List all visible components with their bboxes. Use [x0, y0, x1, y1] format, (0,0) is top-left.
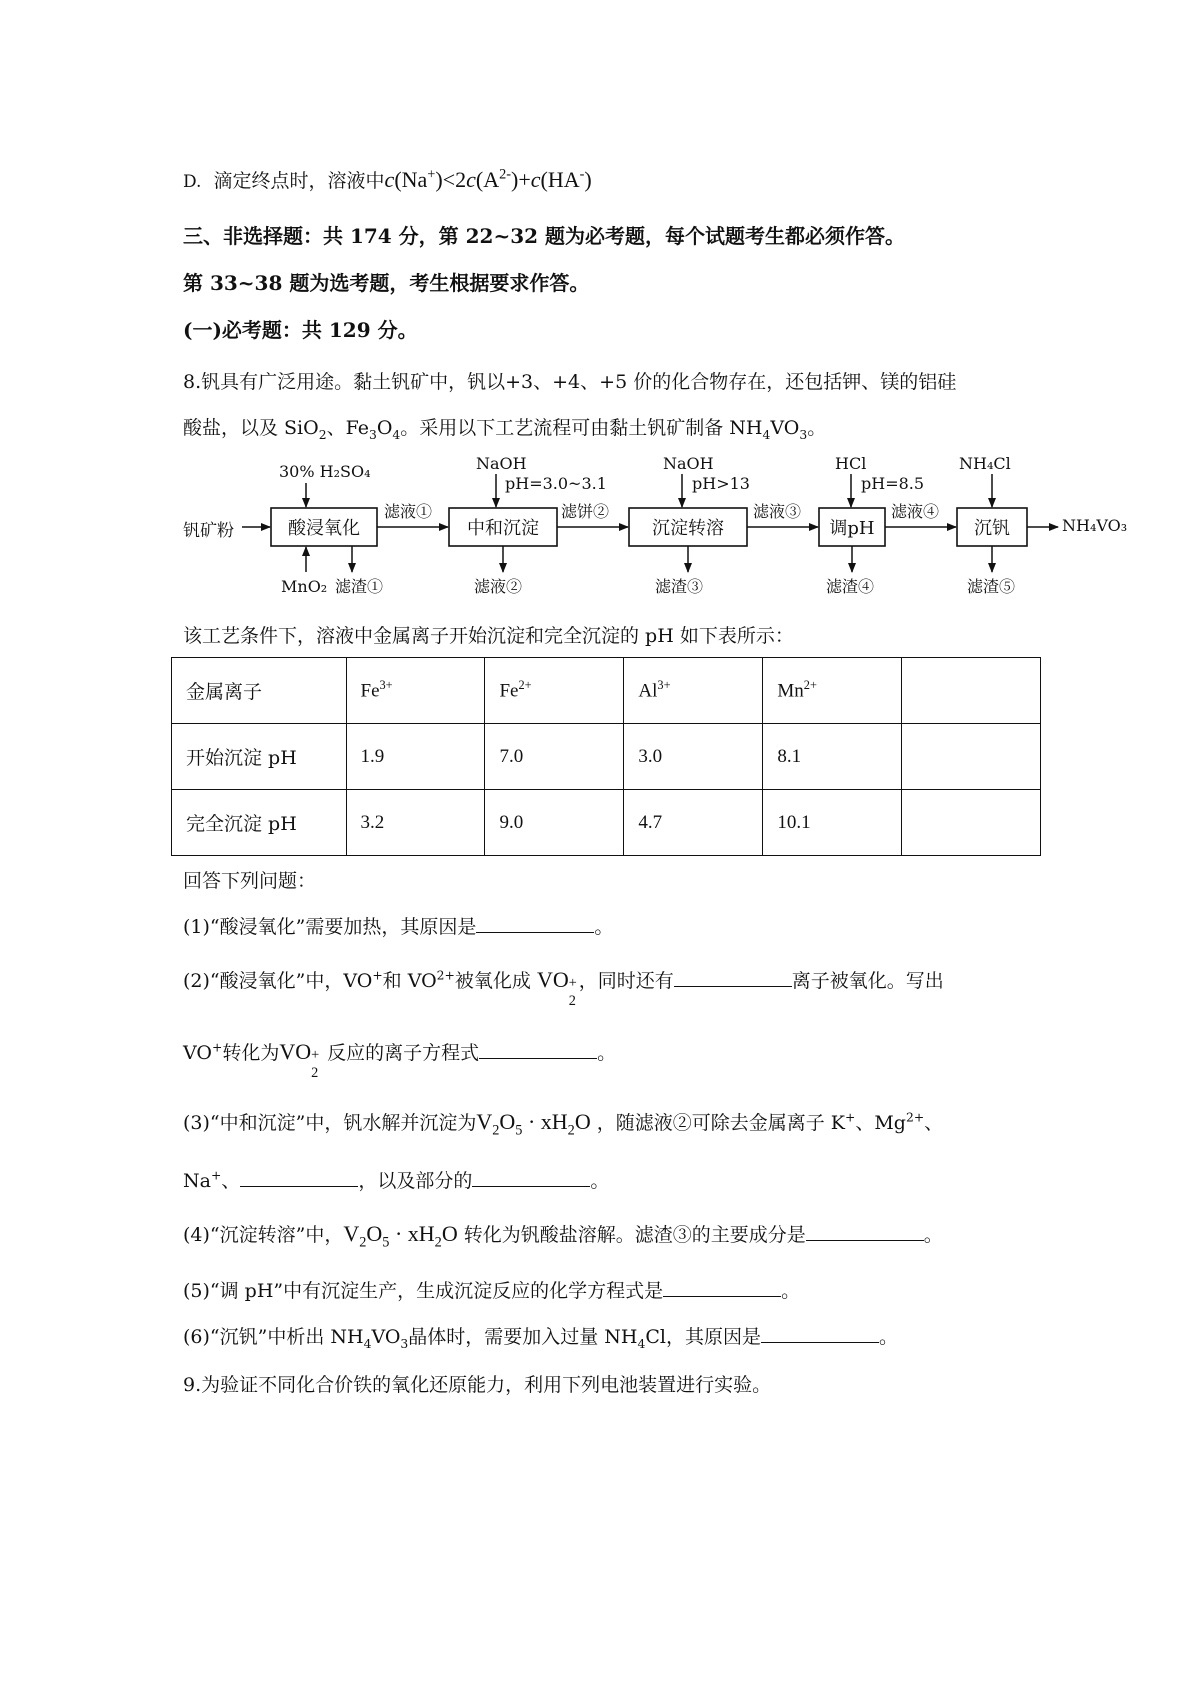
- formula-na-charge: +: [427, 166, 436, 183]
- charge: +: [845, 1110, 856, 1125]
- table-cell: 1.9: [346, 724, 485, 790]
- formula-v2o5: [476, 1109, 591, 1139]
- table-cell: 9.0: [485, 790, 624, 856]
- text: 反应的离子方程式: [327, 1042, 480, 1064]
- option-formula: $c(Na^+)<2c(A^{2-})+c(HA^-)$: [384, 166, 592, 192]
- charge: 2+: [436, 968, 455, 983]
- answer-blank[interactable]: [806, 1222, 924, 1241]
- table-cell: [902, 658, 1041, 724]
- formula-ha-charge: -: [579, 166, 585, 183]
- subscript: 2: [434, 1234, 442, 1251]
- flow-between-3: 滤液③: [753, 502, 802, 521]
- formula-a: A: [483, 167, 500, 192]
- ion-charge: 3+: [657, 678, 671, 693]
- text: 和 VO: [382, 970, 437, 992]
- flow-reagent-1: 30% H₂SO₄: [279, 462, 371, 481]
- text: 。: [923, 1224, 943, 1246]
- text: 。: [781, 1280, 801, 1302]
- formula-vo2-plus: [536, 967, 579, 1009]
- formula-symbol: O: [574, 1109, 591, 1134]
- text: ，随滤液②可除去金属离子 K: [596, 1112, 845, 1134]
- table-cell: [624, 658, 763, 724]
- table-row: [172, 724, 1041, 790]
- formula-op: )<2: [435, 167, 467, 192]
- subscript: 3: [400, 1336, 409, 1351]
- subscript: 3: [368, 427, 377, 442]
- flow-bottom-filtrate-2: 滤液②: [474, 577, 523, 596]
- text: VO: [371, 1326, 401, 1348]
- ion-ph-table: [171, 657, 1041, 856]
- q8-intro-line2: [183, 413, 826, 442]
- subscript: 2: [359, 1234, 367, 1251]
- flow-bottom-residue-1: 滤渣①: [335, 577, 384, 596]
- charge: 2+: [905, 1110, 925, 1125]
- flow-between-1: 滤液①: [384, 502, 433, 521]
- table-intro: 该工艺条件下，溶液中金属离子开始沉淀和完全沉淀的 pH 如下表所示：: [183, 625, 794, 647]
- formula-op: ): [584, 167, 592, 192]
- ion: Al: [638, 680, 658, 702]
- section-heading-1: 三、非选择题：共 174 分，第 22~32 题为必考题，每个试题考生都必须作答。: [183, 224, 906, 248]
- subscript: 2: [318, 427, 327, 442]
- table-cell: [763, 658, 902, 724]
- formula-ha: HA: [547, 167, 580, 192]
- flow-condition-2: pH>13: [692, 474, 750, 493]
- subscript: 4: [392, 427, 401, 442]
- formula-op: )+: [511, 167, 531, 192]
- flow-reagent-4: HCl: [835, 454, 867, 473]
- section-heading-3: (一)必考题：共 129 分。: [183, 318, 418, 342]
- table-row: [172, 658, 1041, 724]
- table-cell: 4.7: [624, 790, 763, 856]
- text: 。: [594, 916, 614, 938]
- answer-blank[interactable]: [674, 968, 792, 987]
- formula-symbol: · xH: [522, 1109, 568, 1134]
- subscript: 4: [762, 427, 771, 442]
- charge: +: [210, 1168, 222, 1183]
- text: (2)“酸浸氧化”中，VO: [183, 970, 373, 992]
- formula-symbol: · xH: [389, 1221, 435, 1246]
- text: (3)“中和沉淀”中，钒水解并沉淀为: [183, 1112, 477, 1134]
- table-cell: 7.0: [485, 724, 624, 790]
- formula-c: c: [530, 167, 541, 192]
- flow-end: NH₄VO₃: [1062, 516, 1128, 535]
- answer-blank[interactable]: [476, 914, 594, 933]
- flow-between-4: 滤液④: [891, 502, 940, 521]
- subscript: 2: [492, 1122, 500, 1139]
- table-cell: [902, 790, 1041, 856]
- subscript: 5: [515, 1122, 523, 1139]
- formula-a-charge: 2-: [499, 166, 512, 183]
- flow-box-4-label: 调pH: [829, 518, 875, 539]
- table-cell: 8.1: [763, 724, 902, 790]
- answer-blank[interactable]: [663, 1278, 781, 1297]
- flow-box-1-label: 酸浸氧化: [288, 518, 360, 539]
- charge: +: [311, 1047, 320, 1063]
- flow-bottom-residue-5: 滤渣⑤: [967, 577, 1016, 596]
- subscript: 4: [363, 1336, 372, 1351]
- text: 转化为: [222, 1042, 280, 1064]
- flow-reagent-2: NaOH: [476, 454, 527, 473]
- charge: +: [568, 975, 577, 991]
- ion-charge: 2+: [518, 678, 532, 693]
- q8-part-6: [183, 1322, 898, 1351]
- subscript: 2: [311, 1065, 319, 1081]
- text: 。: [597, 1042, 617, 1064]
- text: 、Fe: [326, 417, 369, 439]
- subscript: 2: [567, 1122, 575, 1139]
- process-flow-diagram: [0, 450, 1200, 600]
- flow-start: 钒矿粉: [183, 521, 234, 541]
- flow-box-5-label: 沉钒: [974, 518, 1010, 539]
- text: 。: [807, 417, 827, 439]
- ion: Fe: [499, 680, 519, 702]
- charge: +: [372, 968, 383, 983]
- q8-part-4: [183, 1220, 943, 1251]
- section-heading-2: 第 33~38 题为选考题，考生根据要求作答。: [183, 271, 590, 295]
- q8-part-3b: [183, 1166, 609, 1193]
- flow-box-3-label: 沉淀转溶: [652, 518, 724, 539]
- text: ，以及部分的: [358, 1170, 473, 1192]
- formula-symbol: O: [499, 1109, 516, 1134]
- text: Cl，其原因是: [645, 1326, 761, 1348]
- table-cell: [485, 658, 624, 724]
- option-text: 滴定终点时，溶液中: [213, 170, 385, 192]
- table-cell: 开始沉淀 pH: [172, 724, 347, 790]
- q8-intro-line1: 8.钒具有广泛用途。黏土钒矿中，钒以+3、+4、+5 价的化合物存在，还包括钾、镁的铝硅: [183, 371, 957, 393]
- answer-blank[interactable]: [240, 1168, 358, 1187]
- option-d: [183, 166, 592, 193]
- text: VO: [770, 417, 800, 439]
- ion-charge: 3+: [379, 678, 393, 693]
- q8-part-3: [183, 1108, 943, 1139]
- table-cell: 金属离子: [172, 658, 347, 724]
- subscript: 4: [637, 1336, 646, 1351]
- ion: Fe: [360, 680, 380, 702]
- q8-part-2: [183, 966, 944, 1009]
- formula-symbol: VO: [536, 967, 569, 992]
- text: 酸盐，以及 SiO: [183, 417, 319, 439]
- formula-c: c: [466, 167, 476, 192]
- text: 。采用以下工艺流程可由黏土钒矿制备 NH: [400, 417, 763, 439]
- q9-intro: 9.为验证不同化合价铁的氧化还原能力，利用下列电池装置进行实验。: [183, 1374, 772, 1396]
- formula-na: Na: [401, 167, 428, 192]
- text: 转化为钒酸盐溶解。滤渣③的主要成分是: [463, 1224, 806, 1246]
- formula-symbol: V: [476, 1109, 493, 1134]
- flow-reagent-5: NH₄Cl: [959, 454, 1011, 473]
- table-cell: 3.0: [624, 724, 763, 790]
- q8-part-5: [183, 1276, 800, 1303]
- answer-blank[interactable]: [472, 1168, 590, 1187]
- text: 、: [924, 1112, 944, 1134]
- text: (4)“沉淀转溶”中，: [183, 1224, 344, 1246]
- text: ，同时还有: [578, 970, 674, 992]
- ion-charge: 2+: [803, 678, 817, 693]
- formula-v2o5: [343, 1221, 458, 1251]
- text: (6)“沉钒”中析出 NH: [183, 1326, 364, 1348]
- flow-condition-3: pH=8.5: [861, 474, 925, 493]
- option-label: D.: [183, 172, 202, 192]
- charge: +: [211, 1040, 223, 1055]
- formula-symbol: VO: [279, 1039, 312, 1064]
- text: (1)“酸浸氧化”需要加热，其原因是: [183, 916, 477, 938]
- answer-intro: 回答下列问题：: [183, 870, 317, 892]
- text: (5)“调 pH”中有沉淀生产，生成沉淀反应的化学方程式是: [183, 1280, 664, 1302]
- subscript: 3: [799, 427, 808, 442]
- ion: Mn: [777, 680, 804, 702]
- flow-bottom-residue-4: 滤渣④: [826, 577, 875, 596]
- flow-bottom-mno2: MnO₂: [281, 577, 328, 596]
- subscript: 5: [382, 1234, 390, 1251]
- table-cell: 3.2: [346, 790, 485, 856]
- formula-vo2-plus: [279, 1039, 321, 1081]
- flow-between-2: 滤饼②: [561, 502, 610, 521]
- flow-condition-1: pH=3.0~3.1: [505, 474, 607, 493]
- formula-symbol: V: [343, 1221, 360, 1246]
- text: 、: [221, 1170, 241, 1192]
- table-cell: [346, 658, 485, 724]
- table-cell: 完全沉淀 pH: [172, 790, 347, 856]
- text: 晶体时，需要加入过量 NH: [408, 1326, 638, 1348]
- flow-bottom-residue-3: 滤渣③: [655, 577, 704, 596]
- answer-blank[interactable]: [479, 1040, 597, 1059]
- formula-symbol: O: [366, 1221, 383, 1246]
- text: 。: [590, 1170, 610, 1192]
- table-cell: [902, 724, 1041, 790]
- formula-symbol: O: [441, 1221, 458, 1246]
- flow-box-2-label: 中和沉淀: [467, 518, 539, 539]
- q8-part-2b: [183, 1038, 617, 1081]
- table-row: [172, 790, 1041, 856]
- subscript: 2: [568, 993, 576, 1009]
- text: Na: [183, 1170, 211, 1192]
- answer-blank[interactable]: [761, 1324, 879, 1343]
- table-cell: 10.1: [763, 790, 902, 856]
- q8-part-1: [183, 912, 613, 939]
- flow-reagent-3: NaOH: [663, 454, 714, 473]
- formula-c: c: [384, 167, 395, 192]
- text: 、Mg: [855, 1112, 906, 1134]
- text: O: [376, 417, 393, 439]
- text: VO: [183, 1042, 212, 1064]
- text: 。: [879, 1326, 899, 1348]
- text: 被氧化成: [454, 970, 531, 992]
- text: 离子被氧化。写出: [791, 970, 944, 992]
